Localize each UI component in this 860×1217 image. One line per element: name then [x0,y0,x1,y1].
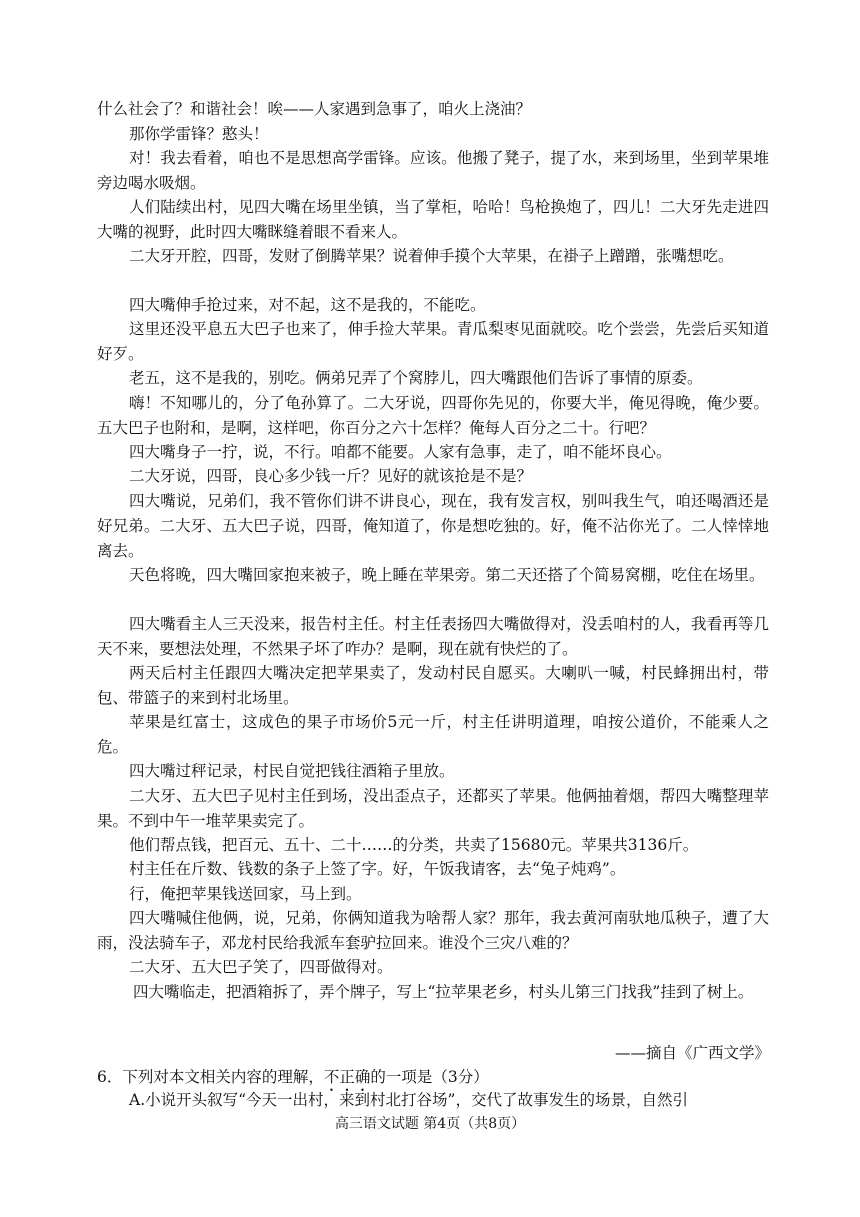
paragraph: 二大牙开腔，四哥，发财了倒腾苹果？说着伸手摸个大苹果，在褂子上蹭蹭，张嘴想吃。 [129,247,734,265]
paragraph: 这里还没平息五大巴子也来了，伸手捡大苹果。青瓜梨枣见面就咬。吃个尝尝，先尝后买知道好歹。 [97,320,769,363]
paragraph: 他们帮点钱，把百元、五十、二十……的分类，共卖了15680元。苹果共3136斤。 [129,836,699,854]
paragraph: 苹果是红富士，这成色的果子市场价5元一斤，村主任讲明道理，咱按公道价，不能乘人之危。 [97,713,769,756]
paragraph: 四大嘴喊住他俩，说，兄弟，你俩知道我为啥帮人家？那年，我去黄河南驮地瓜秧子，遭了大雨，没法骑车子，邓龙村民给我派车套驴拉回来。谁没个三灾八难的？ [97,909,769,952]
paragraph: 行，俺把苹果钱送回家，马上到。 [129,885,362,903]
question-prefix: 6．下列对本文相关内容的理解， [97,1068,324,1086]
paragraph: 人们陆续出村，见四大嘴在场里坐镇，当了掌柜，哈哈！鸟枪换炮了，四儿！二大牙先走进四大嘴的视野，此时四大嘴眯缝着眼不看来人。 [97,198,769,241]
paragraph: 什么社会了？和谐社会！唉——人家遇到急事了，咱火上浇油？ [97,100,532,118]
paragraph: 四大嘴伸手抢过来，对不起，这不是我的，不能吃。 [129,296,486,314]
paragraph: 对！我去看着，咱也不是思想高学雷锋。应该。他搬了凳子，提了水，来到场里，坐到苹果堆旁边喝水吸烟。 [97,149,769,192]
page-footer: 高三语文试题 第4页（共8页） [334,1116,526,1132]
paragraph: 村主任在斤数、钱数的条子上签了字。好，午饭我请客，去“兔子炖鸡”。 [129,860,626,878]
question-emphasis: 不正确 [323,1068,371,1086]
paragraph: 二大牙、五大巴子见村主任到场，没出歪点子，还都买了苹果。他俩抽着烟，帮四大嘴整理苹果。不到中午一堆苹果卖完了。 [97,787,769,830]
paragraph: 四大嘴看主人三天没来，报告村主任。村主任表扬四大嘴做得对，没丢咱村的人，我看再等几天不来，要想法处理，不然果子坏了咋办？是啊，现在就有快烂的了。 [97,615,769,658]
paragraph: 四大嘴说，兄弟们，我不管你们讲不讲良心，现在，我有发言权，别叫我生气，咱还喝酒还是好兄弟。二大牙、五大巴子说，四哥，俺知道了，你是想吃独的。好，俺不沾你光了。二人悻悻地离去。 [97,492,769,560]
option-a: A.小说开头叙写“今天一出村，来到村北打谷场”，交代了故事发生的场景，自然引 [129,1091,688,1109]
paragraph: 四大嘴身子一拧，说，不行。咱都不能要。人家有急事，走了，咱不能坏良心。 [129,443,672,461]
paragraph: 两天后村主任跟四大嘴决定把苹果卖了，发动村民自愿买。大喇叭一喊，村民蜂拥出村，带包、带篮子的来到村北场里。 [97,664,769,707]
question-suffix: 的一项是（3分） [370,1068,489,1086]
paragraph: 嗨！不知哪儿的，分了龟孙算了。二大牙说，四哥你先见的，你要大半，俺见得晚，俺少要。五大巴子也附和，是啊，这样吧，你百分之六十怎样？俺每人百分之二十。行吧？ [97,394,769,437]
paragraph: 四大嘴过秤记录，村民自觉把钱往酒箱子里放。 [129,762,455,780]
paragraph: 四大嘴临走，把酒箱拆了，弄个牌子，写上“拉苹果老乡，村头儿第三门找我”挂到了树上。 [133,983,754,1001]
paragraph: 天色将晚，四大嘴回家抱来被子，晚上睡在苹果旁。第二天还搭了个简易窝棚，吃住在场里。 [129,566,765,584]
paragraph: 老五，这不是我的，别吃。俩弟兄弄了个窝脖儿，四大嘴跟他们告诉了事情的原委。 [129,369,703,387]
paragraph: 二大牙、五大巴子笑了，四哥做得对。 [129,958,393,976]
paragraph: 二大牙说，四哥，良心多少钱一斤？见好的就该抢是不是？ [129,467,533,485]
source-citation: ——摘自《广西文学》 [614,1044,770,1062]
paragraph: 那你学雷锋？憨头！ [129,125,269,143]
